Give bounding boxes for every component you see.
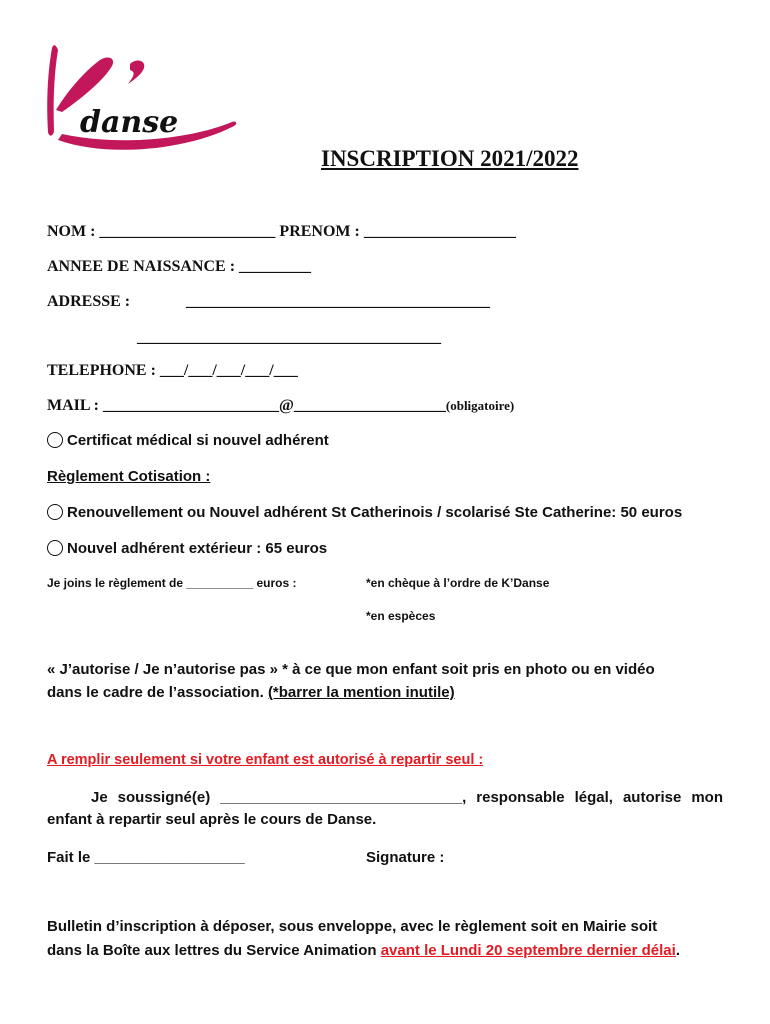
- exterieur-label: Nouvel adhérent extérieur : 65 euros: [67, 540, 328, 557]
- repartir-paragraph: [47, 789, 723, 828]
- word: mon: [691, 789, 723, 806]
- repartir-heading: A remplir seulement si votre enfant est autorisé à repartir seul :: [47, 752, 484, 768]
- bulletin-text: dans la Boîte aux lettres du Service Animation: [47, 942, 381, 959]
- bulletin-line-2: [47, 942, 680, 959]
- autorisation-text: dans le cadre de l’association.: [47, 684, 264, 701]
- word: légal,: [574, 789, 613, 806]
- certificat-label: Certificat médical si nouvel adhérent: [67, 432, 329, 449]
- repartir-line-1: [47, 789, 723, 806]
- telephone-field[interactable]: TELEPHONE : ___/___/___/___/___: [47, 362, 298, 379]
- autorisation-line-1: « J’autorise / Je n’autorise pas » * à ce que mon enfant soit pris en photo ou en vidéo: [47, 661, 655, 678]
- soussigne-field[interactable]: _____________________________,: [220, 789, 467, 806]
- word: responsable: [476, 789, 565, 806]
- certificat-radio[interactable]: [47, 432, 63, 448]
- reglement-montant[interactable]: Je joins le règlement de __________ euros :: [47, 576, 297, 590]
- signature-label: Signature :: [366, 849, 445, 866]
- option-exterieur[interactable]: [47, 540, 327, 557]
- repartir-line-2: enfant à repartir seul après le cours de Danse.: [47, 811, 377, 828]
- svg-text:danse: danse: [80, 105, 179, 140]
- adresse-line-2[interactable]: ______________________________________: [137, 329, 441, 346]
- reglement-heading: Règlement Cotisation :: [47, 468, 211, 485]
- fait-le-field[interactable]: Fait le __________________: [47, 849, 245, 866]
- adresse-line-1[interactable]: ______________________________________: [186, 293, 490, 310]
- exterieur-radio[interactable]: [47, 540, 63, 556]
- paiement-especes: *en espèces: [366, 609, 436, 623]
- option-renouvellement[interactable]: [47, 504, 682, 521]
- bulletin-line-1: Bulletin d’inscription à déposer, sous enveloppe, avec le règlement soit en Mairie soit: [47, 918, 658, 935]
- autorisation-note: (*barrer la mention inutile): [267, 684, 455, 701]
- annee-naissance-field[interactable]: ANNEE DE NAISSANCE : _________: [47, 258, 312, 275]
- mail-field[interactable]: MAIL : ______________________@___________________: [47, 397, 446, 414]
- certificat-option[interactable]: [47, 432, 329, 449]
- adresse-label: ADRESSE :: [47, 293, 131, 310]
- kdanse-logo: [38, 40, 243, 152]
- word: soussigné(e): [117, 789, 211, 806]
- nom-prenom-field[interactable]: NOM : ______________________ PRENOM : ___________________: [47, 223, 516, 240]
- renouvellement-radio[interactable]: [47, 504, 63, 520]
- mail-note: (obligatoire): [445, 398, 515, 413]
- paiement-cheque: *en chèque à l’ordre de K’Danse: [366, 576, 550, 590]
- word: autorise: [622, 789, 682, 806]
- mail-row: [47, 397, 514, 415]
- bulletin-end: .: [675, 942, 680, 959]
- renouvellement-label: Renouvellement ou Nouvel adhérent St Catherinois / scolarisé Ste Catherine: 50 euros: [67, 504, 683, 521]
- word: Je: [91, 789, 108, 806]
- deadline-text: avant le Lundi 20 septembre dernier délai: [380, 942, 676, 959]
- page-title: INSCRIPTION 2021/2022: [321, 146, 579, 171]
- autorisation-line-2: [47, 684, 455, 701]
